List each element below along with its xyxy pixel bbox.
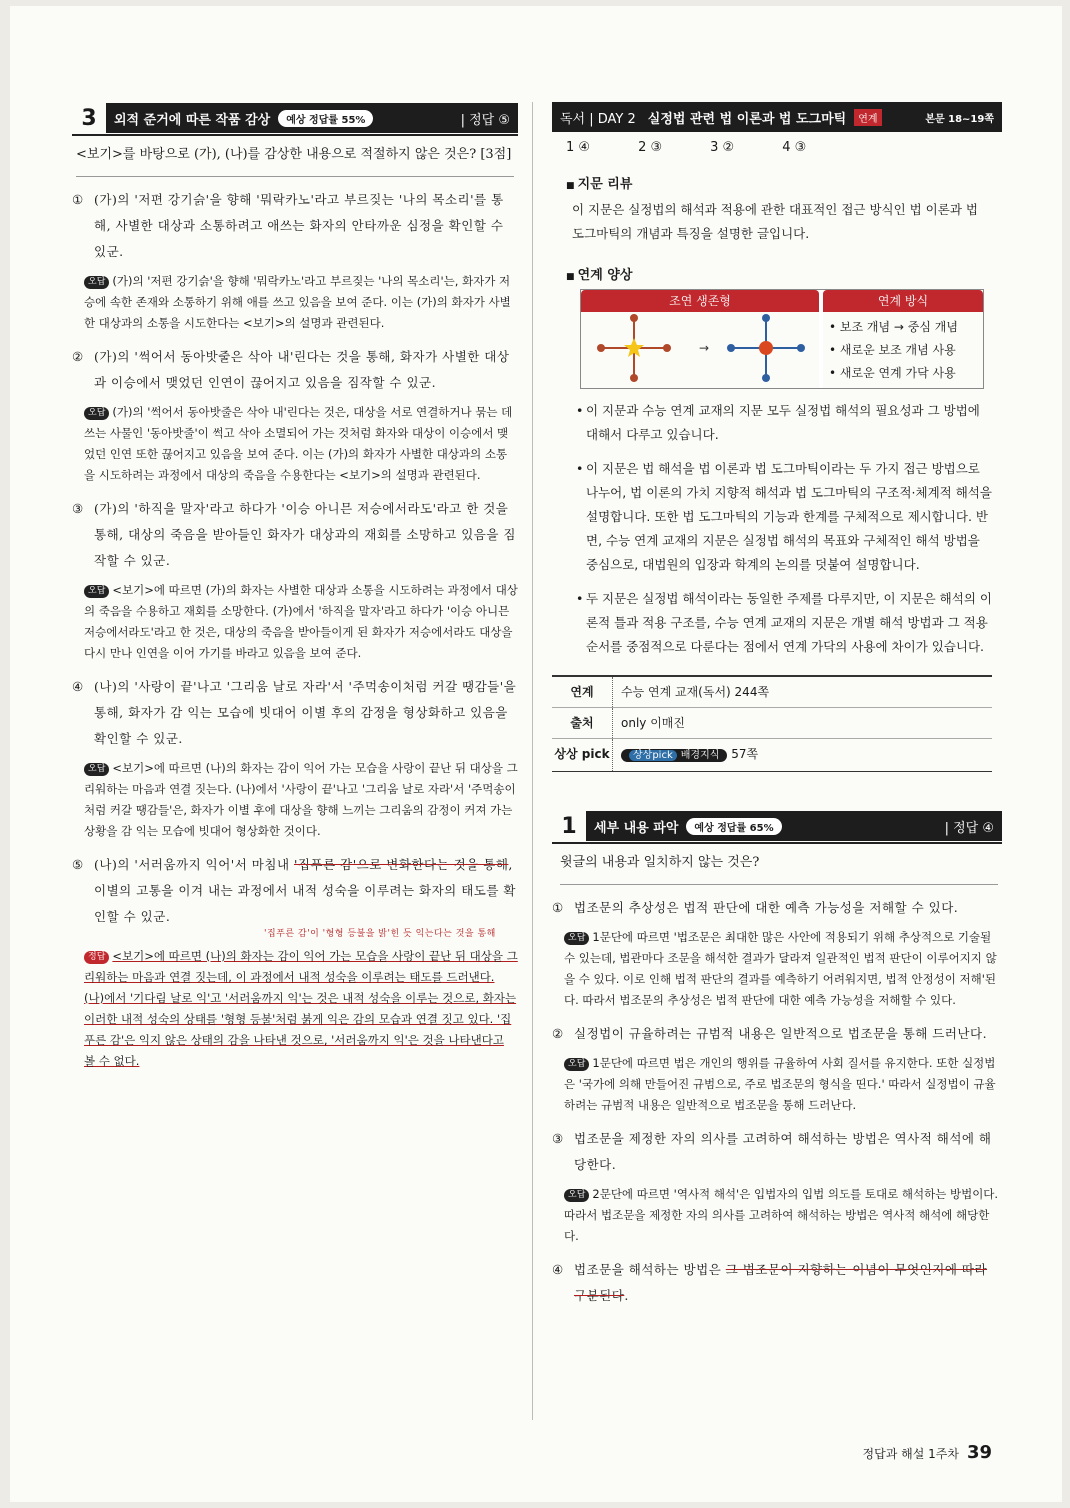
option-4: ④ 법조문을 해석하는 방법은 그 법조문이 지향하는 이념이 무엇인지에 따라 구분된다. (552, 1262, 988, 1303)
option-2: ② 실정법이 규율하려는 규범적 내용은 일반적으로 법조문을 통해 드러난다. (552, 1026, 988, 1041)
day-tag: 독서 | DAY 2 (560, 111, 636, 127)
table-header-method: 연계 방식 (823, 290, 983, 312)
page-range: 본문 18~19쪽 (925, 113, 994, 125)
column-divider (532, 102, 533, 1420)
question-stem: <보기>를 바탕으로 (가), (나)를 감상한 내용으로 적절하지 않은 것은? [3점] (76, 142, 514, 177)
list-item: • 보조 개념 → 중심 개념 (829, 320, 958, 334)
explanation-1: 오답 (가)의 '저편 강기슭'을 향해 '뭐락카노'라고 부르짖는 '나의 목소리'는, 화자가 저승에 속한 존재와 소통하기 위해 애를 쓰고 있음을 보여 준다. 이는 (가)의 화자가 사별한 대상과의 소통을 시도한다는 <보기>의 설명과 관련된다. (84, 274, 511, 330)
bullet-1: • 이 지문과 수능 연계 교재의 지문 모두 실정법 해석의 필요성과 그 방법에 대해서 다루고 있습니다. (576, 399, 992, 447)
answer-label: | 정답 ④ (944, 820, 994, 836)
reading-title: 실정법 관련 법 이론과 법 도그마틱 (647, 111, 847, 127)
review-text: 이 지문은 실정법의 해석과 적용에 관한 대표적인 접근 방식인 법 이론과 법 도그마틱의 개념과 특징을 설명한 글입니다. (572, 202, 978, 241)
question-stem: 윗글의 내용과 일치하지 않는 것은? (560, 850, 998, 885)
option-3: ③ 법조문을 제정한 자의 의사를 고려하여 해석하는 방법은 역사적 해석에 해당한다. (552, 1131, 992, 1172)
reading-header (552, 102, 1002, 132)
option-4: ④ (나)의 '사랑이 끝'나고 '그리움 날로 자라'서 '주먹송이처럼 커갈 땡감들'을 통해, 화자가 감 익는 모습에 빗대어 이별 후의 감정을 형상화하고 있음을 확인할 수 있군. (72, 679, 517, 746)
answer-key: 2 ③ (638, 140, 663, 155)
right-column (552, 102, 1002, 1315)
wrong-badge: 오답 (564, 1189, 589, 1202)
wrong-badge: 오답 (564, 1058, 589, 1071)
page-number: 39 (966, 1442, 992, 1463)
explanation-5: 정답 <보기>에 따르면 (나)의 화자는 감이 익어 가는 모습을 사랑이 끝난 뒤 대상을 그리워하는 마음과 연결 짓는데, 이 과정에서 내적 성숙을 이루려는 태도를 드러낸다. (나)에서 '기다림 날로 익'고 '서러움까지 익'는 것은 내적 성숙을 이루는 것으로, 화자는 이러한 내적 성숙의 상태를 '형형 등불'처럼 붉게 익은 감의 모습과 연결 짓고 있다. '집푸른 감'은 익지 않은 상태의 감을 나타낸 것으로, '서러움까지 익'은 것을 나타낸다고 볼 수 없다. (84, 949, 518, 1068)
list-item: • 새로운 연계 가닥 사용 (829, 366, 956, 380)
option-2: ② (가)의 '썩어서 동아밧줄은 삭아 내'린다는 것을 통해, 화자가 사별한 대상과 이승에서 맺었던 인연이 끊어지고 있음을 짐작할 수 있군. (72, 349, 510, 390)
answer-label: | 정답 ⑤ (460, 112, 510, 128)
page (10, 6, 1062, 1502)
link-table (580, 289, 984, 389)
question-number: 1 (561, 813, 577, 839)
option-3: ③ (가)의 '하직을 말자'라고 하다가 '이승 아니믄 저승에서라도'라고 한 것을 통해, 대상의 죽음을 받아들인 화자가 대상과의 재회를 소망하고 있음을 짐작할 수 있군. (72, 501, 516, 568)
explanation-2: 오답 1문단에 따르면 법은 개인의 행위를 규율하여 사회 질서를 유지한다. 또한 실정법은 '국가에 의해 만들어진 규범으로, 주로 법조문의 형식을 띤다.' 따라서 실정법이 규율하려는 규범적 내용은 일반적으로 법조문을 통해 드러난다. (564, 1056, 996, 1112)
link-badge: 연계 (854, 109, 881, 126)
option-1: ① 법조문의 추상성은 법적 판단에 대한 예측 가능성을 저해할 수 있다. (552, 900, 959, 915)
question-3-header (72, 102, 518, 136)
correct-badge: 정답 (84, 951, 109, 964)
concept-diagram (581, 312, 819, 386)
explanation-2: 오답 (가)의 '썩어서 동아밧줄은 삭아 내'린다는 것은, 대상을 서로 연결하거나 묶는 데 쓰는 사물인 '동아밧줄'이 썩고 삭아 소멸되어 가는 것처럼 화자와 대상이 이승에서 맺었던 인연 또한 끊어지고 있음을 보여 준다. 이는 (가)의 화자가 사별한 대상과의 소통을 시도하려는 과정에서 대상의 죽음을 수용한다는 <보기>의 설명과 관련된다. (84, 405, 513, 482)
explanation-3: 오답 <보기>에 따르면 (가)의 화자는 사별한 대상과 소통을 시도하려는 과정에서 대상의 죽음을 수용하고 재회를 소망한다. (가)에서 '하직을 말자'라고 하다가 '이승 아니믄 저승에서라도'라고 한 것은, 대상의 죽음을 받아들이게 된 화자가 저승에서라도 대상을 다시 만나 인연을 이어 가기를 바라고 있음을 보여 준다. (84, 583, 518, 660)
rate-pill: 예상 정답률 65% (686, 818, 781, 835)
left-column (72, 102, 518, 1080)
question-1-header (552, 810, 1002, 844)
answer-key-row (566, 140, 1002, 155)
question-1 (552, 810, 1002, 1309)
review-heading: ■ 지문 리뷰 (566, 173, 1002, 192)
bullet-3: • 두 지문은 실정법 해석이라는 동일한 주제를 다루지만, 이 지문은 해석의 이론적 틀과 적용 구조를, 수능 연계 교재의 지문은 개별 해석 방법과 그 적용 순서를 중점적으로 다룬다는 점에서 연계 가닥의 사용에 차이가 있습니다. (576, 587, 992, 659)
rate-pill: 예상 정답률 55% (278, 110, 373, 127)
list-item: • 새로운 보조 개념 사용 (829, 343, 956, 357)
option-5: ⑤ (나)의 '서러움까지 익어'서 마침내 '집푸른 감'으로 변화한다는 것을 통해, 이별의 고통을 이겨 내는 과정에서 내적 성숙을 이루려는 화자의 태도를 확인할 수 있군. '집푸른 감'이 '형형 등불을 밝'힌 듯 익는다는 것을 통해 (72, 857, 516, 939)
answer-key: 4 ③ (782, 140, 807, 155)
struck-text: 그 법조문이 지향하는 이념이 무엇인지에 따라 구분된다 (574, 1262, 988, 1303)
handwritten-note: '집푸른 감'이 '형형 등불을 밝'힌 듯 익는다는 것을 통해 (264, 929, 496, 939)
question-title: 세부 내용 파악 (594, 820, 679, 836)
link-heading: ■ 연계 양상 (566, 264, 1002, 283)
explanation-4: 오답 <보기>에 따르면 (나)의 화자는 감이 익어 가는 모습을 사랑이 끝난 뒤 대상을 그리워하는 마음과 연결 짓는다. (나)에서 '사랑이 끝'나고 '그리움 날로 자라'서 '주먹송이처럼 커갈 땡감들'은, 화자가 이별 후에 대상을 향해 느끼는 그리움의 감정이 커져 가는 상황을 감 익는 모습에 빗대어 형상화한 것이다. (84, 761, 518, 838)
answer-key: 1 ④ (566, 140, 591, 155)
wrong-badge: 오답 (84, 585, 109, 598)
page-footer (863, 1442, 992, 1463)
footer-label: 정답과 해설 1주차 (862, 1447, 959, 1461)
question-number: 3 (81, 105, 97, 131)
explanation-3: 오답 2문단에 따르면 '역사적 해석'은 입법자의 입법 의도를 토대로 해석하는 방법이다. 따라서 법조문을 제정한 자의 의사를 고려하여 해석하는 방법은 역사적 해석에 해당한다. (564, 1187, 999, 1243)
pick-badge: 상상pick 배경지식 (621, 749, 727, 762)
explanation-1: 오답 1문단에 따르면 '법조문은 최대한 많은 사안에 적용되기 위해 추상적으로 기술될 수 있는데, 법관마다 조문을 해석한 결과가 달라져 일관적인 법적 판단이 이루어지지 않을 수 있다. 이로 인해 법적 판단의 결과를 예측하기 어려워지면, 법적 안정성이 저해'된다. 따라서 법조문의 추상성은 법적 판단에 대한 예측 가능성을 저해할 수 있다. (564, 930, 997, 1007)
wrong-badge: 오답 (84, 276, 109, 289)
bullet-2: • 이 지문은 법 해석을 법 이론과 법 도그마틱이라는 두 가지 접근 방법으로 나누어, 법 이론의 가치 지향적 해석과 법 도그마틱의 구조적·체계적 해석을 설명합니다. 또한 법 도그마틱의 기능과 한계를 구체적으로 제시합니다. 반면, 수능 연계 교재의 지문은 실정법 해석의 목표와 구체적인 해석 방법을 중심으로, 대법원의 입장과 학계의 논의를 덧붙여 설명합니다. (576, 457, 992, 577)
wrong-badge: 오답 (564, 932, 589, 945)
option-1: ① (가)의 '저편 강기슭'을 향해 '뭐락카노'라고 부르짖는 '나의 목소리'를 통해, 사별한 대상과 소통하려고 애쓰는 화자의 안타까운 심정을 확인할 수 있군. (72, 192, 504, 259)
table-header-type: 조연 생존형 (581, 290, 819, 312)
answer-key: 3 ② (710, 140, 735, 155)
struck-text: '집푸른 감'으로 변화한다는 것을 통해 (294, 857, 509, 872)
question-title: 외적 준거에 따른 작품 감상 (114, 112, 271, 128)
wrong-badge: 오답 (84, 763, 109, 776)
svg-text:→: → (699, 341, 710, 355)
method-list (829, 316, 983, 385)
meta-table: 연계 수능 연계 교재(독서) 244쪽 출처 only 이매진 상상 pick 상상pick 배경지식 57쪽 (552, 675, 992, 772)
wrong-badge: 오답 (84, 407, 109, 420)
